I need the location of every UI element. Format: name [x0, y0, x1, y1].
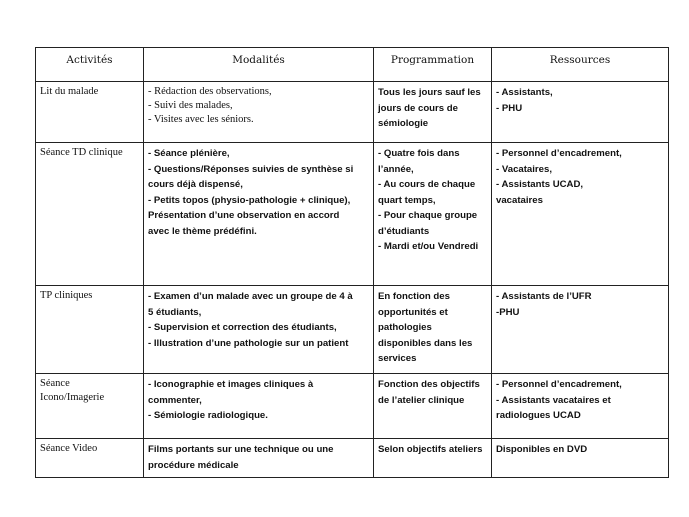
cell-line: services — [378, 353, 417, 364]
cell-line: - Rédaction des observations, — [148, 86, 272, 97]
cell-line: - Visites avec les séniors. — [148, 114, 254, 125]
cell-line: pathologies — [378, 322, 432, 333]
cell-line: quart temps, — [378, 194, 436, 206]
cell-line: l’année, — [378, 163, 414, 175]
cell-line: vacataires — [496, 194, 543, 206]
table-row — [36, 439, 669, 478]
header-activites: Activités — [36, 48, 144, 82]
cell-line: -PHU — [496, 306, 520, 318]
cell-line: - Assistants de l’UFR — [496, 291, 592, 302]
cell-programmation — [374, 374, 492, 439]
cell-line: Disponibles en DVD — [496, 444, 588, 455]
cell-line: - Assistants vacataires et — [496, 394, 611, 406]
cell-line: En fonction des — [378, 291, 450, 302]
cell-line: - Personnel d’encadrement, — [496, 379, 622, 390]
header-row — [36, 48, 669, 82]
cell-line: - Petits topos (physio-pathologie + clinique), — [148, 194, 351, 206]
cell-line: sémiologie — [378, 118, 429, 129]
cell-activite — [36, 374, 144, 439]
cell-activite — [36, 286, 144, 374]
cell-modalites — [144, 439, 374, 478]
cell-line: Selon objectifs ateliers — [378, 444, 483, 455]
header-programmation: Programmation — [374, 48, 492, 82]
cell-line: Films portants sur une technique ou une — [148, 444, 334, 455]
cell-line: TP cliniques — [40, 290, 93, 301]
cell-programmation — [374, 143, 492, 286]
cell-ressources — [492, 82, 669, 143]
cell-line: - Mardi et/ou Vendredi — [378, 241, 479, 252]
cell-line: cours déjà dispensé, — [148, 179, 243, 190]
cell-line: Séance Video — [40, 443, 98, 454]
cell-line: disponibles dans les — [378, 337, 473, 349]
cell-line: - Personnel d’encadrement, — [496, 148, 622, 159]
cell-line: - Pour chaque groupe — [378, 210, 478, 221]
cell-modalites — [144, 374, 374, 439]
table-row — [36, 143, 669, 286]
activities-table — [35, 47, 669, 478]
cell-activite — [36, 439, 144, 478]
cell-line: - Quatre fois dans — [378, 148, 460, 159]
cell-line: - Au cours de chaque — [378, 179, 476, 190]
table-row — [36, 82, 669, 143]
cell-line: - Assistants, — [496, 87, 553, 98]
cell-line: de l’atelier clinique — [378, 394, 465, 406]
cell-line: - PHU — [496, 102, 523, 114]
cell-line: d’étudiants — [378, 225, 430, 237]
cell-line: - Supervision et correction des étudiants, — [148, 322, 337, 333]
cell-line: Séance — [40, 378, 70, 389]
cell-ressources — [492, 286, 669, 374]
header-modalites: Modalités — [144, 48, 374, 82]
cell-line: - Sémiologie radiologique. — [148, 410, 268, 421]
cell-line: Séance TD clinique — [40, 147, 123, 158]
cell-line: - Suivi des malades, — [148, 100, 233, 111]
cell-line: procédure médicale — [148, 459, 239, 471]
cell-line: - Iconographie et images cliniques à — [148, 379, 314, 390]
cell-ressources — [492, 439, 669, 478]
cell-line: Lit du malade — [40, 86, 99, 97]
cell-line: Fonction des objectifs — [378, 379, 480, 390]
table-row — [36, 286, 669, 374]
cell-line: commenter, — [148, 394, 202, 406]
cell-modalites — [144, 286, 374, 374]
cell-line: Icono/Imagerie — [40, 392, 105, 403]
cell-line: radiologues UCAD — [496, 410, 581, 421]
cell-activite — [36, 82, 144, 143]
cell-line: 5 étudiants, — [148, 306, 202, 318]
cell-line: Tous les jours sauf les — [378, 87, 481, 98]
cell-line: - Vacataires, — [496, 163, 553, 175]
cell-line: - Questions/Réponses suivies de synthèse si — [148, 163, 354, 175]
cell-programmation — [374, 82, 492, 143]
cell-line: Présentation d’une observation en accord — [148, 210, 340, 221]
cell-line: jours de cours de — [378, 102, 458, 114]
cell-line: - Illustration d’une pathologie sur un patient — [148, 337, 349, 349]
cell-line: opportunités et — [378, 306, 448, 318]
cell-programmation — [374, 439, 492, 478]
table-row — [36, 374, 669, 439]
cell-activite — [36, 143, 144, 286]
cell-line: avec le thème prédéfini. — [148, 225, 257, 237]
cell-line: - Examen d’un malade avec un groupe de 4 à — [148, 291, 353, 302]
cell-programmation — [374, 286, 492, 374]
cell-line: - Assistants UCAD, — [496, 179, 584, 190]
cell-modalites — [144, 82, 374, 143]
cell-ressources — [492, 374, 669, 439]
cell-ressources — [492, 143, 669, 286]
cell-line: - Séance plénière, — [148, 148, 230, 159]
header-ressources: Ressources — [492, 48, 669, 82]
cell-modalites — [144, 143, 374, 286]
